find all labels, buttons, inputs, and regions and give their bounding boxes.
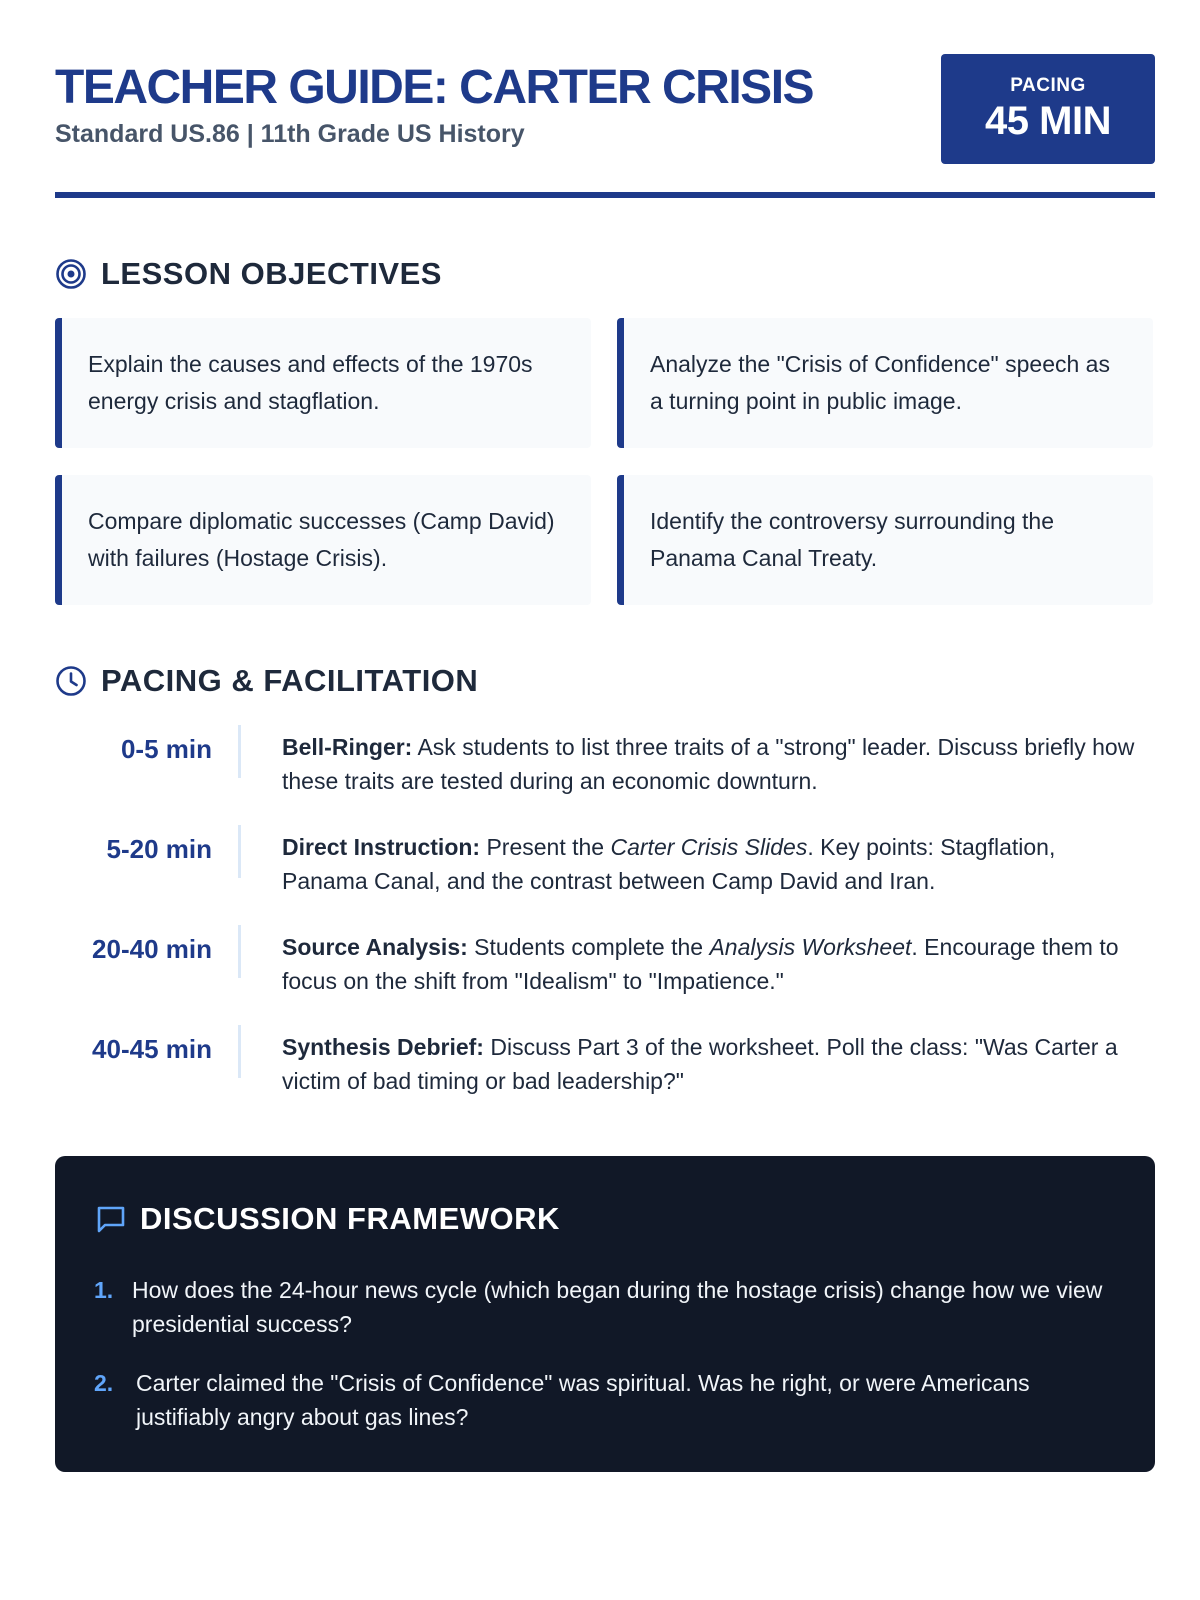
page-title: TEACHER GUIDE: CARTER CRISIS xyxy=(55,61,814,114)
pacing-heading-label: PACING & FACILITATION xyxy=(101,663,479,698)
chat-bubble-icon xyxy=(94,1202,128,1236)
pacing-text: Discuss Part 3 of the worksheet. Poll the class: "Was Carter a victim of bad timing or bad leadership?" xyxy=(282,1034,1118,1094)
discussion-question xyxy=(94,1273,1124,1341)
pacing-text: . Key points: Stagflation, Panama Canal, and the contrast between Camp David and Iran. xyxy=(282,834,1056,894)
objectives-heading-label: LESSON OBJECTIVES xyxy=(101,256,442,291)
pacing-badge xyxy=(941,54,1155,164)
clock-icon xyxy=(55,665,87,697)
pacing-row xyxy=(55,720,1155,800)
pacing-time: 5-20 min xyxy=(106,834,212,864)
pacing-label: Direct Instruction: xyxy=(282,834,481,860)
pacing-text: Present the xyxy=(480,834,611,860)
pacing-time: 40-45 min xyxy=(92,1034,212,1064)
discussion-panel xyxy=(55,1156,1155,1472)
page-subtitle: Standard US.86 | 11th Grade US History xyxy=(55,120,525,148)
pacing-resource-title: Carter Crisis Slides xyxy=(610,834,808,860)
pacing-description xyxy=(282,1030,1142,1098)
objective-card: Compare diplomatic successes (Camp David) with failures (Hostage Crisis). xyxy=(55,475,591,605)
pacing-badge-label: PACING xyxy=(1010,75,1086,96)
pacing-row xyxy=(55,920,1155,1000)
objective-card: Analyze the "Crisis of Confidence" speech as a turning point in public image. xyxy=(617,318,1153,448)
question-number: 2. xyxy=(94,1370,114,1396)
target-icon xyxy=(55,258,87,290)
pacing-divider xyxy=(238,825,241,878)
pacing-label: Source Analysis: xyxy=(282,934,468,960)
discussion-heading xyxy=(94,1201,560,1237)
question-text: How does the 24-hour news cycle (which began during the hostage crisis) change how we view presidential success? xyxy=(132,1277,1103,1337)
pacing-description xyxy=(282,830,1142,898)
pacing-text: Students complete the xyxy=(467,934,710,960)
pacing-time: 20-40 min xyxy=(92,934,212,964)
pacing-divider xyxy=(238,925,241,978)
question-number: 1. xyxy=(94,1277,114,1303)
pacing-label: Synthesis Debrief: xyxy=(282,1034,484,1060)
pacing-label: Bell-Ringer: xyxy=(282,734,413,760)
pacing-description xyxy=(282,730,1142,798)
pacing-divider xyxy=(238,1025,241,1078)
pacing-row xyxy=(55,1020,1155,1100)
pacing-heading xyxy=(55,663,478,699)
objectives-heading xyxy=(55,256,442,292)
pacing-text: . Encourage them to focus on the shift from "Idealism" to "Impatience." xyxy=(282,934,1119,994)
pacing-description xyxy=(282,930,1142,998)
discussion-question xyxy=(94,1366,1124,1434)
pacing-row xyxy=(55,820,1155,900)
teacher-guide-page xyxy=(55,0,1155,1430)
discussion-heading-label: DISCUSSION FRAMEWORK xyxy=(140,1201,560,1236)
question-text: Carter claimed the "Crisis of Confidence" was spiritual. Was he right, or were Americans justifiably angry about gas lines? xyxy=(136,1370,1030,1430)
pacing-badge-value: 45 MIN xyxy=(985,99,1111,143)
guide-header xyxy=(55,0,1155,198)
pacing-text: Ask students to list three traits of a "strong" leader. Discuss briefly how these traits are tested during an economic downturn. xyxy=(282,734,1135,794)
pacing-divider xyxy=(238,725,241,778)
objective-card: Explain the causes and effects of the 1970s energy crisis and stagflation. xyxy=(55,318,591,448)
pacing-resource-title: Analysis Worksheet xyxy=(709,934,912,960)
pacing-time: 0-5 min xyxy=(120,734,212,764)
objective-card: Identify the controversy surrounding the Panama Canal Treaty. xyxy=(617,475,1153,605)
